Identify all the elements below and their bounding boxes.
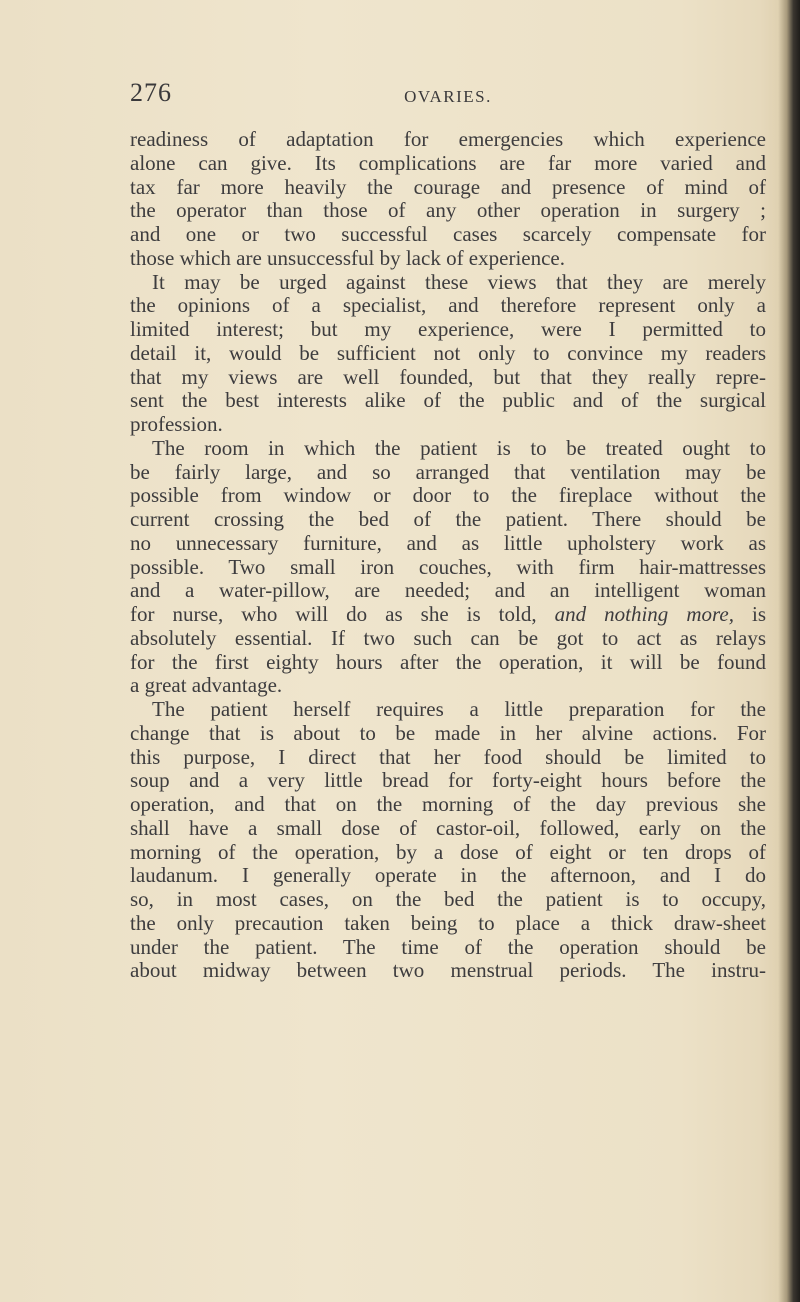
page-number: 276 <box>130 78 172 107</box>
text-line: so, in most cases, on the bed the patient is to occupy, <box>130 887 766 911</box>
text-line: laudanum. I generally operate in the afternoon, and I do <box>130 863 766 888</box>
text-line: absolutely essential. If two such can be got to act as relays <box>130 625 766 650</box>
text-line: profession. <box>130 412 223 436</box>
text-line: and one or two successful cases scarcely compensate for <box>130 222 766 246</box>
body-text <box>130 128 766 983</box>
text-line: readiness of adaptation for emergencies which experience <box>130 127 766 151</box>
text-line: tax far more heavily the courage and presence of mind of <box>130 174 766 199</box>
page-header <box>130 78 766 114</box>
text-line: The room in which the patient is to be treated ought to <box>152 435 766 460</box>
text-line: shall have a small dose of castor-oil, followed, early on the <box>130 815 766 840</box>
text-line: about midway between two menstrual periods. The instru- <box>130 958 766 983</box>
text-line: current crossing the bed of the patient. There should be <box>130 507 766 531</box>
text-line: those which are unsuccessful by lack of experience. <box>130 245 565 270</box>
text-line: the opinions of a specialist, and therefore represent only a <box>130 293 766 318</box>
text-line: for the first eighty hours after the operation, it will be found <box>130 649 766 674</box>
text-line: the only precaution taken being to place a thick draw-sheet <box>130 910 766 935</box>
text-line: possible from window or door to the fireplace without the <box>130 483 766 508</box>
italic-phrase: and nothing more, <box>554 602 734 626</box>
text-line: and a water-pillow, are needed; and an intelligent woman <box>130 578 766 603</box>
text-line: sent the best interests alike of the public and of the surgical <box>130 388 766 413</box>
page-edge-shadow <box>778 0 800 1302</box>
text-line: The patient herself requires a little preparation for the <box>152 697 766 721</box>
text-line: It may be urged against these views that they are merely <box>152 269 766 294</box>
text-line: a great advantage. <box>130 673 283 698</box>
text-line: this purpose, I direct that her food should be limited to <box>130 744 766 769</box>
text-line: be fairly large, and so arranged that ventilation may be <box>130 459 766 484</box>
text-line: operation, and that on the morning of the day previous she <box>130 792 766 816</box>
text-line: the operator than those of any other operation in surgery ; <box>130 198 766 223</box>
text-line: under the patient. The time of the operation should be <box>130 934 766 959</box>
running-head: OVARIES. <box>404 87 492 106</box>
text-line: detail it, would be sufficient not only to convince my readers <box>130 340 766 365</box>
text-line: morning of the operation, by a dose of eight or ten drops of <box>130 839 766 864</box>
text-line: soup and a very little bread for forty-eight hours before the <box>130 768 766 793</box>
text-line-end: is <box>751 602 766 626</box>
text-line: no unnecessary furniture, and as little upholstery work as <box>130 530 766 555</box>
text-line: possible. Two small iron couches, with firm hair-mattresses <box>130 554 766 579</box>
text-line-start: for nurse, who will do as she is told, <box>130 602 537 626</box>
text-line: change that is about to be made in her alvine actions. For <box>130 720 766 745</box>
text-line: limited interest; but my experience, were I permitted to <box>130 317 766 341</box>
text-line: that my views are well founded, but that they really repre- <box>130 364 766 389</box>
text-line <box>130 603 766 627</box>
text-line: alone can give. Its complications are far more varied and <box>130 150 766 175</box>
